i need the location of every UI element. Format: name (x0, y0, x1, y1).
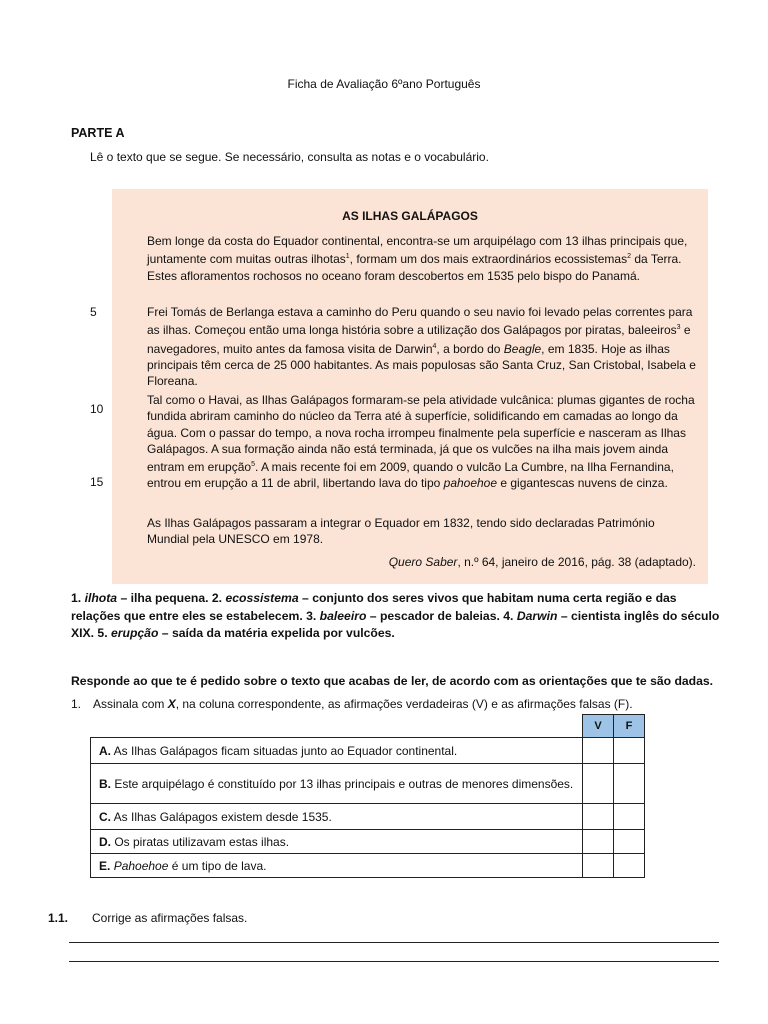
statement-c: C. As Ilhas Galápagos existem desde 1535. (91, 804, 583, 830)
statement-e: E. Pahoehoe é um tipo de lava. (91, 854, 583, 878)
table-row (91, 854, 645, 878)
line-number-10: 10 (90, 402, 104, 416)
questions-instruction: Responde ao que te é pedido sobre o texto que acabas de ler, de acordo com as orientações que te são dadas. (71, 674, 714, 688)
statement-d: D. Os piratas utilizavam estas ilhas. (91, 830, 583, 854)
answer-d-f-cell[interactable] (614, 830, 645, 854)
vocabulary-notes: 1. ilhota – ilha pequena. 2. ecossistema – conjunto dos seres vivos que habitam numa certa região e das relações que entre eles se estabelecem. 3. baleeiro – pescador de baleias. 4. Darwin – cientista inglês do século XIX. 5. erupção – saída da matéria expelida por vulcões. (71, 591, 720, 640)
text-paragraph-3: Tal como o Havai, as Ilhas Galápagos formaram-se pela atividade vulcânica: plumas gigantes de rocha fundida abriram caminho do núcleo da Terra até à superfície, solidificando em camadas ao longo da água. Com o passar do tempo, a nova rocha irrompeu finalmente pela superfície e nasceram as Ilhas Galápagos. A sua formação ainda não está terminada, já que os vulcões na ilha mais jovem ainda entram em erupção$^5$. A mais recente foi em 2009, quando o vulcão La Cumbre, na Ilha Fernandina, entrou em erupção a 11 de abril, libertando lava do tipo pahoehoe e gigantescas nuvens de cinza. (147, 393, 695, 491)
column-v-header: V (583, 715, 614, 738)
answer-e-f-cell[interactable] (614, 854, 645, 878)
line-number-5: 5 (90, 305, 97, 319)
text-paragraph-4: As Ilhas Galápagos passaram a integrar o Equador em 1832, tendo sido declaradas Património Mundial pela UNESCO em 1978. (147, 516, 655, 547)
text-title: AS ILHAS GALÁPAGOS (342, 209, 478, 223)
answer-c-f-cell[interactable] (614, 804, 645, 830)
answer-a-f-cell[interactable] (614, 738, 645, 764)
question-1-1: 1.1. Corrige as afirmações falsas. (48, 911, 248, 925)
column-f-header: F (614, 715, 645, 738)
question-1: 1. Assinala com X, na coluna correspondente, as afirmações verdadeiras (V) e as afirmações falsas (F). (71, 697, 633, 711)
table-row (91, 738, 645, 764)
answer-b-v-cell[interactable] (583, 764, 614, 804)
text-source: Quero Saber, n.º 64, janeiro de 2016, pág. 38 (adaptado). (388, 555, 696, 569)
line-number-15: 15 (90, 475, 104, 489)
answer-a-v-cell[interactable] (583, 738, 614, 764)
true-false-table (90, 714, 645, 878)
table-row (91, 830, 645, 854)
reading-text-box (112, 189, 708, 584)
statement-b: B. Este arquipélago é constituído por 13 ilhas principais e outras de menores dimensões. (91, 764, 583, 804)
answer-b-f-cell[interactable] (614, 764, 645, 804)
answer-line-2[interactable] (69, 961, 719, 962)
statement-a: A. As Ilhas Galápagos ficam situadas junto ao Equador continental. (91, 738, 583, 764)
page-title: Ficha de Avaliação 6ºano Português (287, 77, 481, 91)
text-paragraph-2: Frei Tomás de Berlanga estava a caminho do Peru quando o seu navio foi levado pelas correntes para as ilhas. Começou então uma longa história sobre a utilização dos Galápagos por piratas, baleeiros$^3$ e navegadores, muito antes da famosa visita de Darwin$^4$, a bordo do Beagle, em 1835. Hoje as ilhas principais têm cerca de 25 000 habitantes. As mais populosas são Santa Cruz, San Cristobal, Isabela e Floreana. (147, 305, 696, 389)
answer-e-v-cell[interactable] (583, 854, 614, 878)
answer-d-v-cell[interactable] (583, 830, 614, 854)
part-label: PARTE A (71, 126, 125, 140)
answer-c-v-cell[interactable] (583, 804, 614, 830)
part-instruction: Lê o texto que se segue. Se necessário, consulta as notas e o vocabulário. (90, 150, 489, 164)
table-row (91, 804, 645, 830)
answer-line-1[interactable] (69, 942, 719, 943)
text-paragraph-1: Bem longe da costa do Equador continental, encontra-se um arquipélago com 13 ilhas principais que, juntamente com muitas outras ilhotas$^1$, formam um dos mais extraordinários ecossistemas$^2$ da Terra. Estes afloramentos rochosos no oceano foram descobertos em 1535 pelo bispo do Panamá. (147, 234, 688, 283)
table-row (91, 764, 645, 804)
